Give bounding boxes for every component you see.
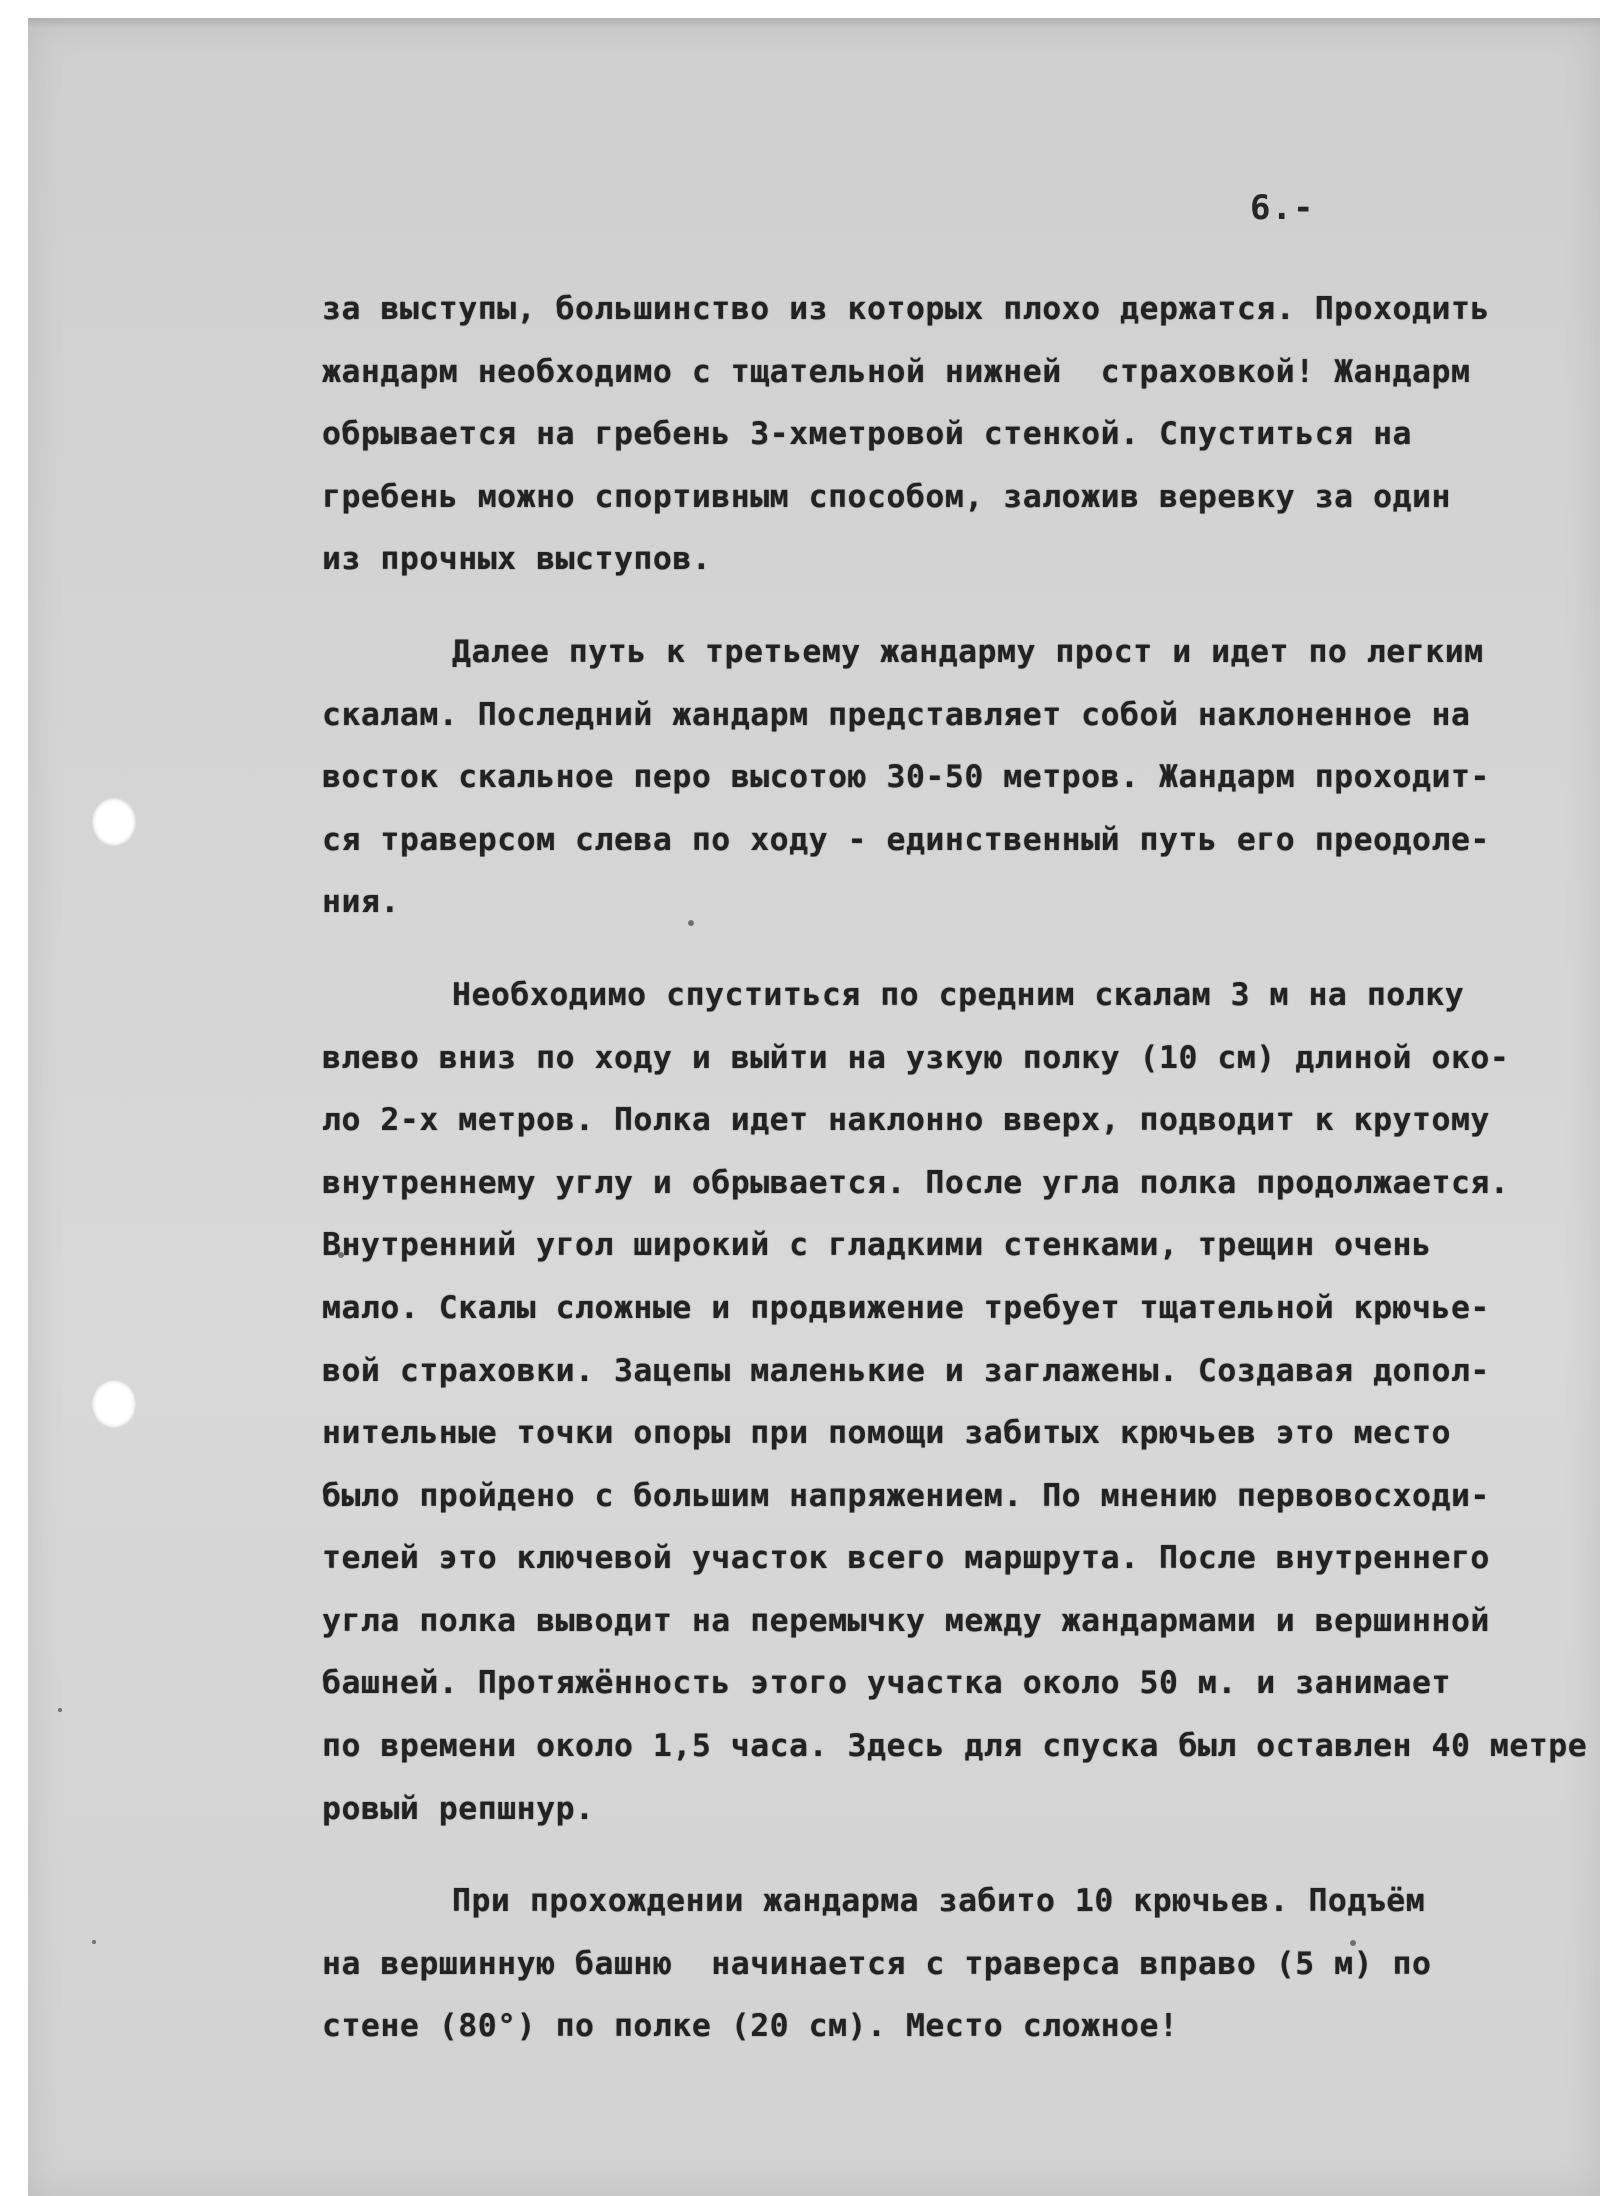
text-line: телей это ключевой участок всего маршрута. После внутреннего: [322, 1540, 1490, 1577]
text-line: Далее путь к третьему жандарму прост и идет по легким: [452, 633, 1484, 670]
punch-hole: [92, 1380, 136, 1428]
ink-speck: [58, 1708, 62, 1712]
text-line: жандарм необходимо с тщательной нижней страховкой! Жандарм: [322, 353, 1471, 390]
page-top-edge: [28, 18, 1600, 28]
text-line: влево вниз по ходу и выйти на узкую полку (10 см) длиной око-: [322, 1039, 1510, 1076]
text-line: гребень можно спортивным способом, заложив веревку за один: [322, 478, 1451, 515]
text-line: из прочных выступов.: [322, 541, 712, 578]
text-line: ния.: [322, 884, 400, 921]
text-line: стене (80°) по полке (20 см). Место сложное!: [322, 2008, 1179, 2045]
paragraph-gap: [322, 591, 1482, 621]
text-line: Внутренний угол широкий с гладкими стенками, трещин очень: [322, 1227, 1432, 1264]
text-line: мало. Скалы сложные и продвижение требует тщательной крючье-: [322, 1289, 1490, 1326]
text-line: нительные точки опоры при помощи забитых крючьев это место: [322, 1415, 1451, 1452]
text-line: Необходимо спуститься по средним скалам 3 м на полку: [452, 976, 1465, 1013]
paragraph: [322, 1870, 1482, 2058]
text-line: по времени около 1,5 часа. Здесь для спуска был оставлен 40 метре: [322, 1728, 1588, 1765]
paragraph: [322, 964, 1588, 1840]
text-line: вой страховки. Зацепы маленькие и заглажены. Создавая допол-: [322, 1352, 1490, 1389]
paragraph-gap: [322, 1840, 1482, 1870]
text-line: ло 2-х метров. Полка идет наклонно вверх, подводит к крутому: [322, 1102, 1490, 1139]
punch-hole: [92, 798, 136, 846]
text-line: обрывается на гребень 3-хметровой стенкой. Спуститься на: [322, 416, 1413, 453]
paragraph: [322, 621, 1490, 934]
page-number: 6.-: [1250, 188, 1315, 228]
text-line: угла полка выводит на перемычку между жандармами и вершинной: [322, 1602, 1490, 1639]
text-line: При прохождении жандарма забито 10 крючьев. Подъём: [452, 1883, 1426, 1920]
text-line: было пройдено с большим напряжением. По мнению первовосходи-: [322, 1477, 1490, 1514]
paragraph: [322, 278, 1490, 591]
text-line: башней. Протяжённость этого участка около 50 м. и занимает: [322, 1665, 1451, 1702]
text-line: ся траверсом слева по ходу - единственный путь его преодоле-: [322, 821, 1490, 858]
text-line: ровый репшнур.: [322, 1790, 595, 1827]
text-line: восток скальное перо высотою 30-50 метров. Жандарм проходит-: [322, 759, 1490, 796]
text-line: на вершинную башню начинается с траверса вправо (5 м) по: [322, 1945, 1432, 1982]
typewritten-text: [322, 278, 1588, 2058]
paragraph-gap: [322, 934, 1482, 964]
ink-speck: [92, 1940, 96, 1944]
text-line: за выступы, большинство из которых плохо держатся. Проходить: [322, 291, 1490, 327]
text-line: внутреннему углу и обрывается. После угла полка продолжается.: [322, 1164, 1510, 1201]
text-line: скалам. Последний жандарм представляет собой наклоненное на: [322, 696, 1471, 733]
